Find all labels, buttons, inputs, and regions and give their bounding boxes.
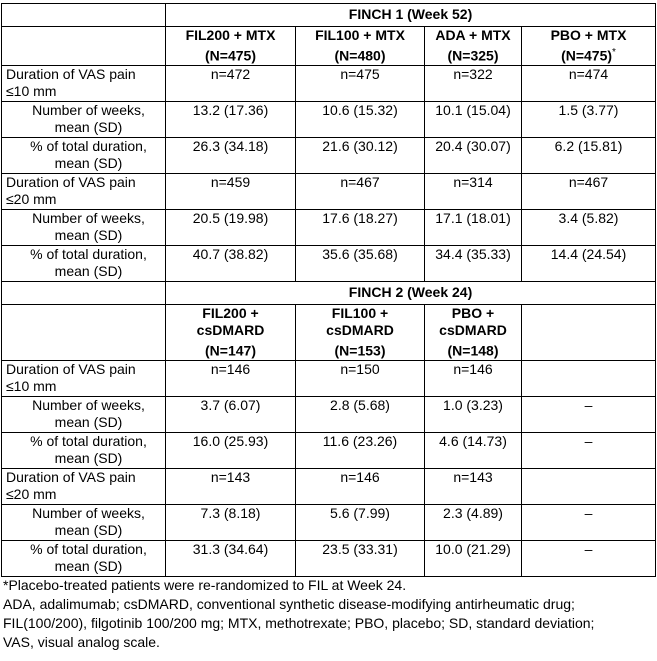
value-cell: –: [522, 396, 656, 432]
value-cell: n=474: [522, 65, 656, 101]
value-cell: 10.1 (15.04): [425, 101, 522, 137]
row-label: Number of weeks, mean (SD): [2, 101, 166, 137]
table-row: [2, 245, 656, 281]
results-table: [1, 3, 656, 577]
table-row: [2, 137, 656, 173]
row-label: Number of weeks, mean (SD): [2, 396, 166, 432]
value-cell: 4.6 (14.73): [425, 432, 522, 468]
value-cell: –: [522, 432, 656, 468]
column-header: [522, 304, 656, 360]
footnote-mark: *: [612, 47, 616, 58]
value-cell: 3.4 (5.82): [522, 209, 656, 245]
column-n: (N=153): [334, 342, 386, 359]
empty-cell: [2, 281, 166, 304]
value-cell: n=146: [166, 360, 296, 396]
row-label: % of total duration, mean (SD): [2, 137, 166, 173]
value-cell: 23.5 (33.31): [296, 540, 425, 576]
column-header: [296, 304, 425, 360]
row-label: Duration of VAS pain ≤10 mm: [2, 65, 166, 101]
column-header: [522, 27, 656, 66]
empty-cell: [2, 27, 166, 66]
column-count: [300, 44, 420, 65]
value-cell: n=314: [425, 173, 522, 209]
column-count: [429, 44, 517, 65]
value-cell: n=322: [425, 65, 522, 101]
section-title: FINCH 2 (Week 24): [166, 281, 656, 304]
value-cell: 3.7 (6.07): [166, 396, 296, 432]
value-cell: 7.3 (8.18): [166, 504, 296, 540]
table-row: [2, 360, 656, 396]
column-header: [425, 27, 522, 66]
table-row: [2, 101, 656, 137]
table-row: [2, 504, 656, 540]
column-header-row: [2, 304, 656, 360]
column-header-row: [2, 27, 656, 66]
value-cell: 16.0 (25.93): [166, 432, 296, 468]
value-cell: 1.0 (3.23): [425, 396, 522, 432]
value-cell: 26.3 (34.18): [166, 137, 296, 173]
value-cell: 6.2 (15.81): [522, 137, 656, 173]
value-cell: 31.3 (34.64): [166, 540, 296, 576]
footnote: VAS, visual analog scale.: [3, 634, 160, 650]
footnotes: [3, 576, 653, 652]
column-n: (N=148): [447, 342, 499, 359]
column-name: FIL100 + csDMARD: [326, 304, 394, 338]
row-label: Number of weeks, mean (SD): [2, 504, 166, 540]
value-cell: 13.2 (17.36): [166, 101, 296, 137]
column-header: [425, 304, 522, 360]
row-label: % of total duration, mean (SD): [2, 245, 166, 281]
column-header: [166, 27, 296, 66]
footnote: *Placebo-treated patients were re-randomized to FIL at Week 24.: [3, 577, 407, 593]
table-row: [2, 540, 656, 576]
column-name: FIL100 + MTX: [315, 27, 405, 43]
column-name: FIL200 + MTX: [185, 27, 276, 43]
value-cell: 1.5 (3.77): [522, 101, 656, 137]
column-n: (N=480): [334, 47, 386, 64]
value-cell: n=467: [522, 173, 656, 209]
value-cell: 40.7 (38.82): [166, 245, 296, 281]
footnote: FIL(100/200), filgotinib 100/200 mg; MTX, methotrexate; PBO, placebo; SD, standard deviation;: [3, 615, 595, 631]
column-count: [526, 44, 651, 65]
row-label: % of total duration, mean (SD): [2, 432, 166, 468]
value-cell: 10.6 (15.32): [296, 101, 425, 137]
row-label: Duration of VAS pain ≤20 mm: [2, 173, 166, 209]
column-name: FIL200 + csDMARD: [196, 304, 265, 338]
row-label: Duration of VAS pain ≤20 mm: [2, 468, 166, 504]
value-cell: 17.1 (18.01): [425, 209, 522, 245]
value-cell: 11.6 (23.26): [296, 432, 425, 468]
value-cell: –: [522, 504, 656, 540]
value-cell: 14.4 (24.54): [522, 245, 656, 281]
value-cell: 2.8 (5.68): [296, 396, 425, 432]
column-count: [170, 44, 291, 65]
table-row: [2, 209, 656, 245]
row-label: Number of weeks, mean (SD): [2, 209, 166, 245]
value-cell: n=143: [166, 468, 296, 504]
table-row: [2, 432, 656, 468]
value-cell: [522, 360, 656, 396]
row-label: Duration of VAS pain ≤10 mm: [2, 360, 166, 396]
value-cell: n=146: [296, 468, 425, 504]
empty-cell: [2, 4, 166, 27]
column-name: PBO + MTX: [550, 27, 627, 43]
value-cell: –: [522, 540, 656, 576]
value-cell: n=472: [166, 65, 296, 101]
column-n: (N=475): [205, 47, 256, 64]
value-cell: n=143: [425, 468, 522, 504]
section-header-row: [2, 281, 656, 304]
column-n: (N=147): [205, 342, 256, 359]
value-cell: 2.3 (4.89): [425, 504, 522, 540]
value-cell: 35.6 (35.68): [296, 245, 425, 281]
table-row: [2, 65, 656, 101]
value-cell: n=475: [296, 65, 425, 101]
column-count: [300, 339, 420, 360]
column-name: PBO + csDMARD: [439, 304, 507, 338]
table-row: [2, 396, 656, 432]
value-cell: 10.0 (21.29): [425, 540, 522, 576]
value-cell: 20.5 (19.98): [166, 209, 296, 245]
value-cell: 17.6 (18.27): [296, 209, 425, 245]
table-row: [2, 173, 656, 209]
value-cell: n=459: [166, 173, 296, 209]
column-n: (N=475): [561, 47, 613, 64]
value-cell: 20.4 (30.07): [425, 137, 522, 173]
value-cell: n=467: [296, 173, 425, 209]
value-cell: n=150: [296, 360, 425, 396]
column-n: (N=325): [447, 47, 499, 64]
value-cell: [522, 468, 656, 504]
section-header-row: [2, 4, 656, 27]
value-cell: 21.6 (30.12): [296, 137, 425, 173]
column-count: [170, 339, 291, 360]
value-cell: 34.4 (35.33): [425, 245, 522, 281]
section-title: FINCH 1 (Week 52): [166, 4, 656, 27]
footnote: ADA, adalimumab; csDMARD, conventional synthetic disease-modifying antirheumatic drug;: [3, 596, 575, 612]
row-label: % of total duration, mean (SD): [2, 540, 166, 576]
column-header: [166, 304, 296, 360]
empty-cell: [2, 304, 166, 360]
value-cell: 5.6 (7.99): [296, 504, 425, 540]
column-header: [296, 27, 425, 66]
table-row: [2, 468, 656, 504]
column-count: [429, 339, 517, 360]
column-name: ADA + MTX: [435, 27, 511, 43]
value-cell: n=146: [425, 360, 522, 396]
